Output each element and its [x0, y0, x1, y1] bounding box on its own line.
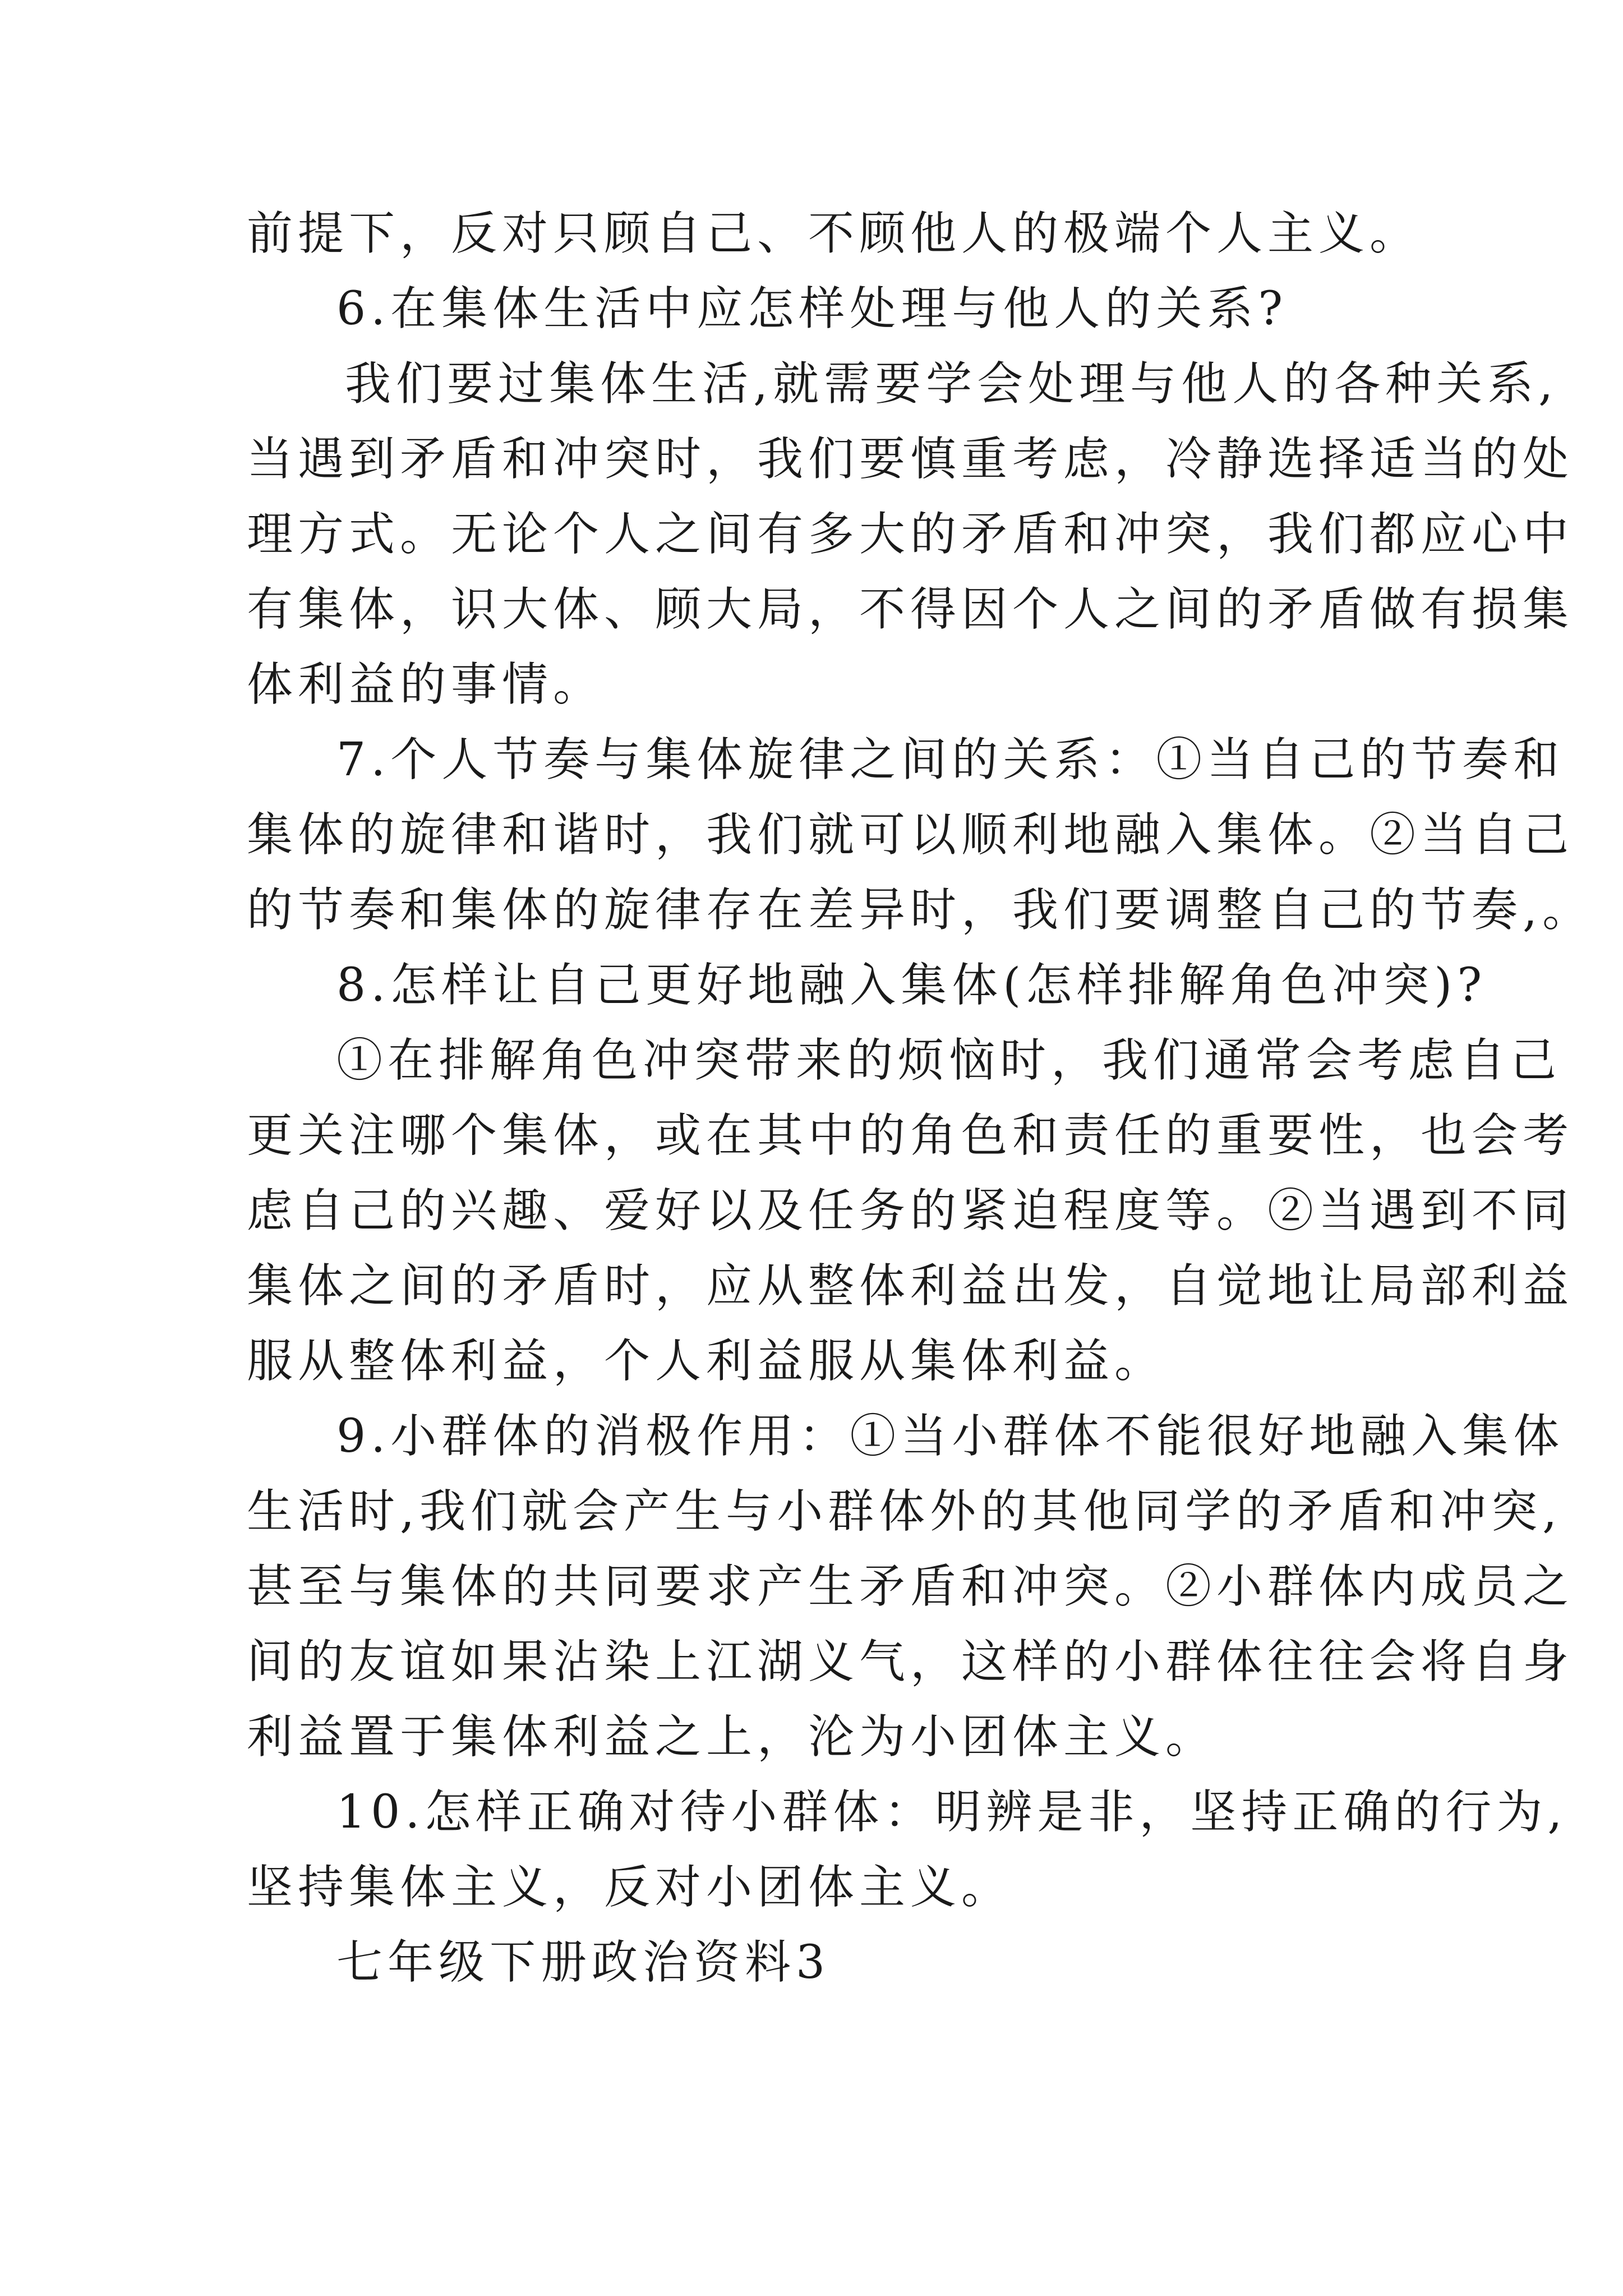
text-line: 体利益的事情。 — [247, 658, 605, 711]
text-line: 服从整体利益，个人利益服从集体利益。 — [247, 1335, 1166, 1388]
question-heading: 7.个人节奏与集体旋律之间的关系：①当自己的节奏和 — [336, 733, 1565, 786]
text-line: 虑自己的兴趣、爱好以及任务的紧迫程度等。②当遇到不同 — [247, 1184, 1574, 1237]
text-line: 利益置于集体利益之上，沦为小团体主义。 — [247, 1710, 1217, 1764]
text-line: 我们要过集体生活,就需要学会处理与他人的各种关系, — [345, 357, 1559, 411]
text-line: 间的友谊如果沾染上江湖义气，这样的小群体往往会将自身 — [247, 1635, 1574, 1688]
text-line: 集体之间的矛盾时，应从整体利益出发，自觉地让局部利益 — [247, 1259, 1574, 1313]
section-title: 七年级下册政治资料3 — [336, 1936, 831, 1989]
text-line: 的节奏和集体的旋律存在差异时，我们要调整自己的节奏,。 — [247, 884, 1594, 937]
text-line: ①在排解角色冲突带来的烦恼时，我们通常会考虑自己 — [336, 1034, 1562, 1087]
text-line: 甚至与集体的共同要求产生矛盾和冲突。②小群体内成员之 — [247, 1560, 1574, 1613]
question-heading: 8.怎样让自己更好地融入集体(怎样排解角色冲突)? — [336, 959, 1487, 1012]
text-line: 前提下，反对只顾自己、不顾他人的极端个人主义。 — [247, 207, 1421, 260]
text-line: 集体的旋律和谐时，我们就可以顺利地融入集体。②当自己 — [247, 808, 1574, 862]
text-line: 有集体，识大体、顾大局，不得因个人之间的矛盾做有损集 — [247, 583, 1574, 636]
question-heading: 6.在集体生活中应怎样处理与他人的关系? — [336, 282, 1288, 335]
document-body — [247, 196, 1594, 2000]
text-line: 更关注哪个集体，或在其中的角色和责任的重要性，也会考 — [247, 1109, 1574, 1162]
text-line: 当遇到矛盾和冲突时，我们要慎重考虑，冷静选择适当的处 — [247, 432, 1574, 486]
text-line: 坚持集体主义，反对小团体主义。 — [247, 1861, 1013, 1914]
text-line: 生活时,我们就会产生与小群体外的其他同学的矛盾和冲突, — [247, 1485, 1562, 1538]
question-heading: 9.小群体的消极作用：①当小群体不能很好地融入集体 — [336, 1410, 1565, 1463]
question-heading: 10.怎样正确对待小群体：明辨是非，坚持正确的行为, — [336, 1786, 1567, 1839]
text-line: 理方式。无论个人之间有多大的矛盾和冲突，我们都应心中 — [247, 508, 1574, 561]
